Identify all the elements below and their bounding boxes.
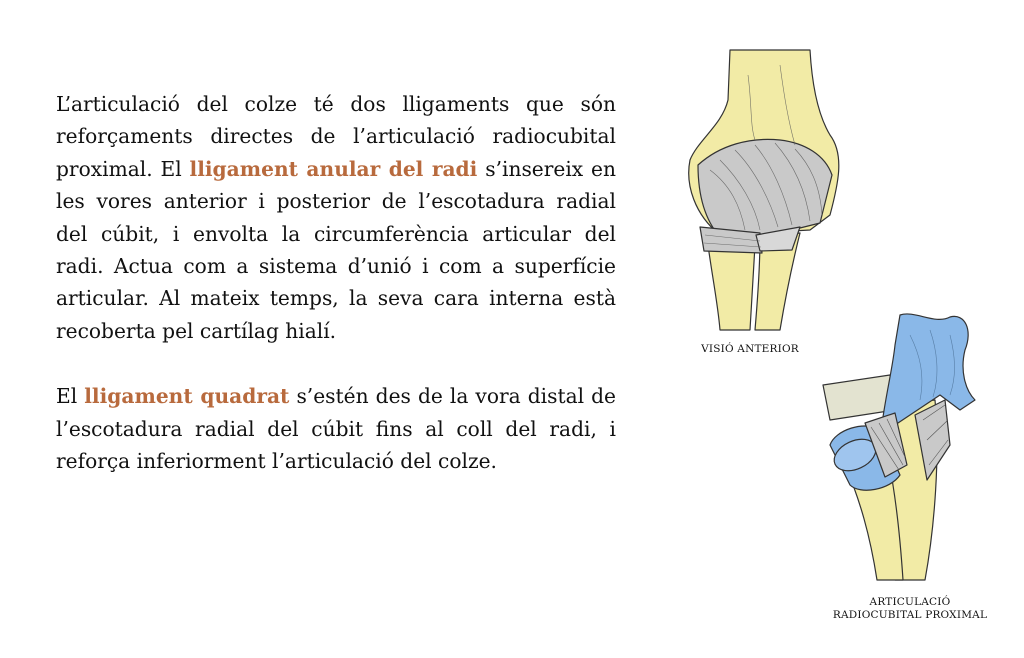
paragraph-1-text-a: L’articulació del colze té dos lligaments que són reforçaments directes de l’articulació radiocubital proximal. El bbox=[56, 92, 616, 181]
radius-bone bbox=[708, 245, 755, 330]
paragraph-quadrate bbox=[56, 380, 616, 477]
paragraph-annular bbox=[56, 88, 616, 347]
caption-anterior-view: VISIÓ ANTERIOR bbox=[701, 343, 799, 355]
body-text bbox=[56, 88, 616, 510]
caption-radioulnar-joint bbox=[820, 596, 1000, 622]
caption-line-2: RADIOCUBITAL PROXIMAL bbox=[832, 609, 988, 621]
caption-line-1: ARTICULACIÓ bbox=[869, 596, 951, 608]
term-quadrate-ligament: lligament quadrat bbox=[84, 384, 290, 409]
anterior-view-illustration bbox=[660, 45, 860, 335]
paragraph-2-text-b: s’estén des de la vora distal de l’escotadura radial del cúbit fins al coll del radi, i reforça inferiorment l’articulació del colze. bbox=[56, 384, 617, 474]
joint-capsule bbox=[698, 139, 832, 237]
paragraph-2-text-a: El bbox=[56, 384, 85, 409]
radioulnar-joint-illustration bbox=[815, 305, 985, 585]
paragraph-1-text-b: s’insereix en les vores anterior i posterior de l’escotadura radial del cúbit, i envolta la circumferència articular del radi. Actua com a sistema d’unió i com a superfície articular. Al mateix temps, la seva cara interna està recoberta pel cartílag hialí. bbox=[56, 156, 616, 343]
term-annular-ligament: lligament anular del radi bbox=[189, 156, 478, 181]
